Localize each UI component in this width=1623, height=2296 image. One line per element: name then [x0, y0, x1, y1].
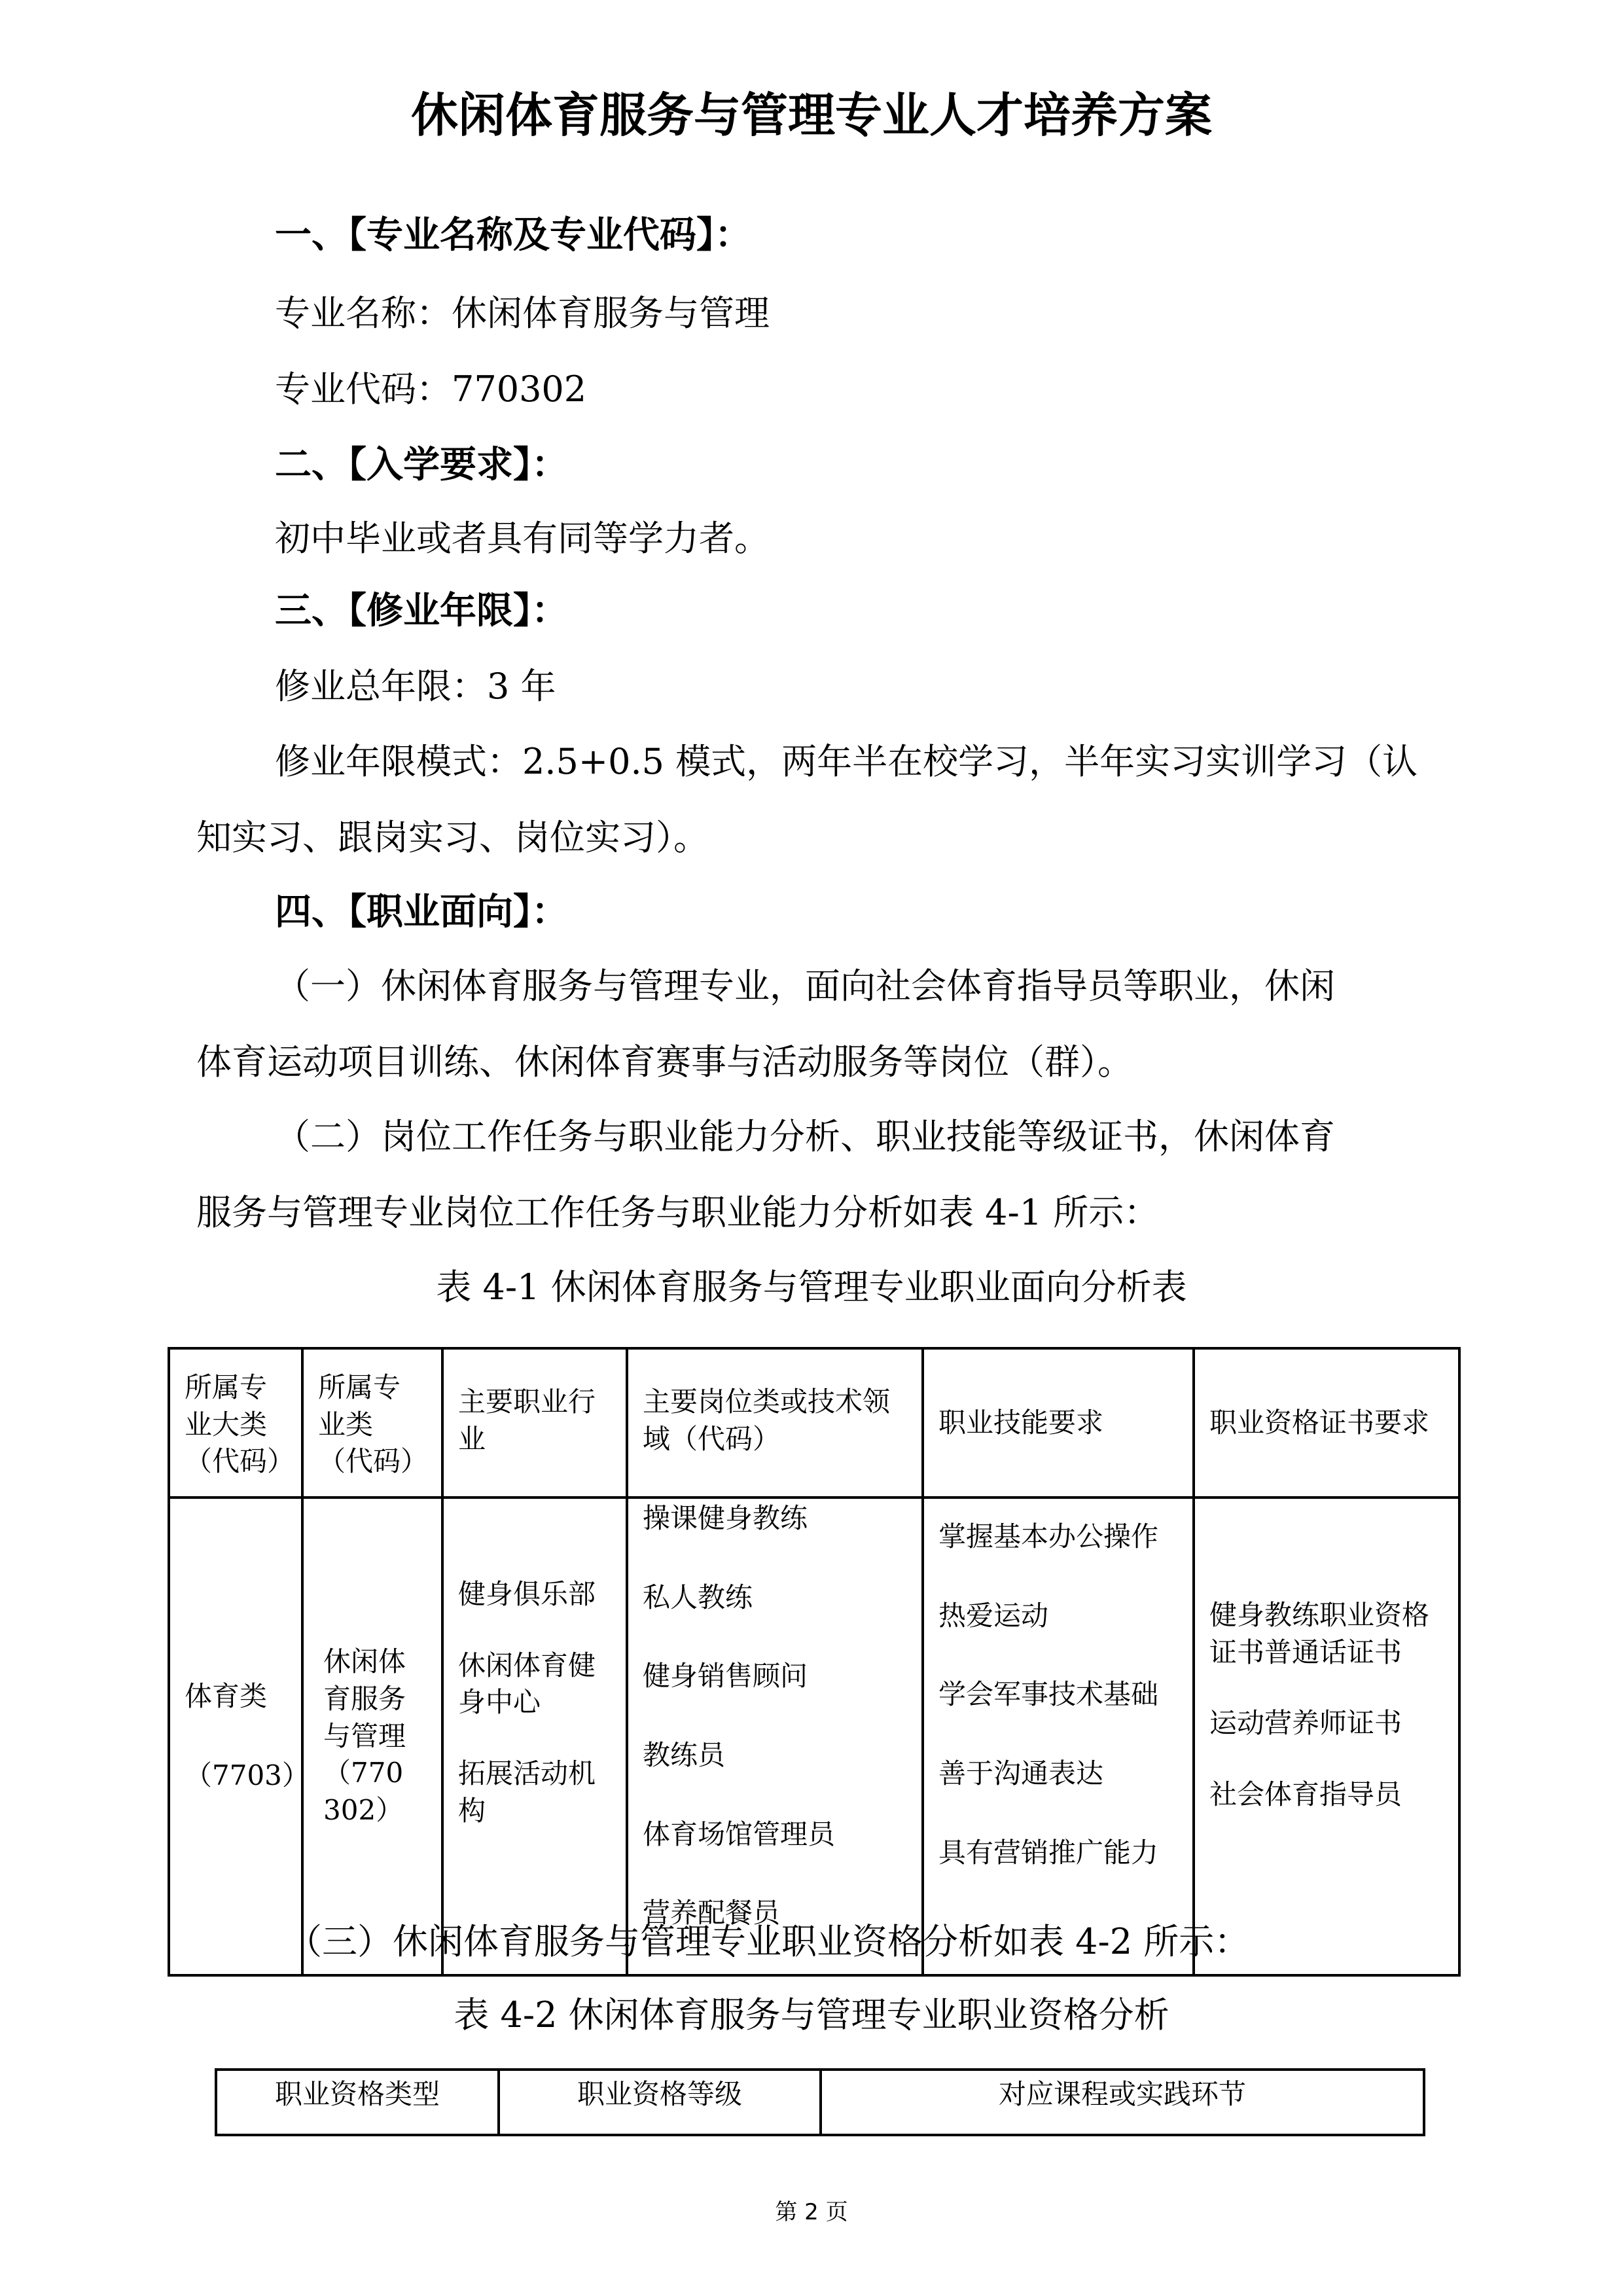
header-cell: 职业资格类型	[216, 2070, 499, 2135]
certificates-cell	[1194, 1498, 1459, 1975]
skill-item: 善于沟通表达	[938, 1757, 1104, 1790]
position-item: 操课健身教练	[643, 1502, 808, 1534]
major-cell: 休闲体育服务与管理（770302）	[302, 1498, 442, 1975]
table-header-row	[169, 1348, 1459, 1498]
occupation-para-2-line-2: 服务与管理专业岗位工作任务与职业能力分析如表 4-1 所示：	[196, 1192, 1160, 1233]
skill-item: 热爱运动	[938, 1599, 1049, 1632]
table-4-2-caption: 表 4-2 休闲体育服务与管理专业职业资格分析	[454, 1994, 1169, 2036]
major-code-line: 专业代码：770302	[275, 368, 587, 410]
header-cell: 主要岗位类或技术领域（代码）	[627, 1348, 923, 1498]
table-row	[169, 1498, 1459, 1975]
certificate-item: 运动营养师证书	[1209, 1707, 1402, 1740]
section-3-heading: 三、【修业年限】：	[275, 590, 568, 632]
table-header-row	[216, 2070, 1424, 2135]
section-4-heading: 四、【职业面向】：	[275, 891, 568, 933]
admission-text: 初中毕业或者具有同等学力者。	[275, 518, 770, 559]
study-mode-line-1: 修业年限模式：2.5+0.5 模式，两年半在校学习，半年实习实训学习（认	[275, 741, 1418, 782]
industry-item: 健身俱乐部	[458, 1578, 596, 1610]
skill-item: 掌握基本办公操作	[938, 1520, 1159, 1552]
section-2-heading: 二、【入学要求】：	[275, 444, 568, 486]
table-4-1-caption: 表 4-1 休闲体育服务与管理专业职业面向分析表	[436, 1266, 1187, 1308]
header-cell: 主要职业行业	[442, 1348, 627, 1498]
header-cell: 职业资格等级	[499, 2070, 821, 2135]
position-item: 私人教练	[643, 1581, 753, 1613]
certificate-item: 健身教练职业资格证书普通话证书	[1209, 1599, 1430, 1668]
occupation-para-1-line-2: 体育运动项目训练、休闲体育赛事与活动服务等岗位（群）。	[196, 1041, 1133, 1083]
header-cell: 职业技能要求	[923, 1348, 1194, 1498]
occupation-para-3: （三）休闲体育服务与管理专业职业资格分析如表 4-2 所示：	[287, 1921, 1250, 1962]
industry-item: 休闲体育健身中心	[458, 1649, 596, 1719]
header-cell: 对应课程或实践环节	[821, 2070, 1424, 2135]
skill-item: 学会军事技术基础	[938, 1678, 1159, 1711]
industry-item: 拓展活动机构	[458, 1757, 596, 1827]
major-class-cell: 体育类 （7703）	[169, 1498, 302, 1975]
occupation-para-1-line-1: （一）休闲体育服务与管理专业，面向社会体育指导员等职业，休闲	[275, 965, 1335, 1007]
section-1-heading: 一、【专业名称及专业代码】：	[275, 214, 751, 257]
industries-cell	[442, 1498, 627, 1975]
position-item: 教练员	[643, 1739, 726, 1772]
position-item: 营养配餐员	[643, 1897, 781, 1929]
document-title: 休闲体育服务与管理专业人才培养方案	[410, 88, 1212, 143]
header-cell: 所属专业类（代码）	[302, 1348, 442, 1498]
page-number: 第 2 页	[775, 2199, 848, 2225]
study-mode-line-2: 知实习、跟岗实习、岗位实习）。	[196, 817, 709, 858]
certificate-item: 社会体育指导员	[1209, 1778, 1402, 1811]
skills-cell	[923, 1498, 1194, 1975]
header-cell: 职业资格证书要求	[1194, 1348, 1459, 1498]
positions-cell	[627, 1498, 923, 1975]
occupation-analysis-table	[168, 1347, 1461, 1977]
major-name-line: 专业名称：休闲体育服务与管理	[275, 293, 770, 334]
position-item: 体育场馆管理员	[643, 1818, 836, 1850]
study-years-total: 修业总年限：3 年	[275, 666, 556, 707]
skill-item: 具有营销推广能力	[938, 1836, 1159, 1869]
header-cell: 所属专业大类（代码）	[169, 1348, 302, 1498]
position-item: 健身销售顾问	[643, 1660, 808, 1693]
qualification-table	[215, 2068, 1425, 2136]
occupation-para-2-line-1: （二）岗位工作任务与职业能力分析、职业技能等级证书，休闲体育	[275, 1116, 1335, 1157]
